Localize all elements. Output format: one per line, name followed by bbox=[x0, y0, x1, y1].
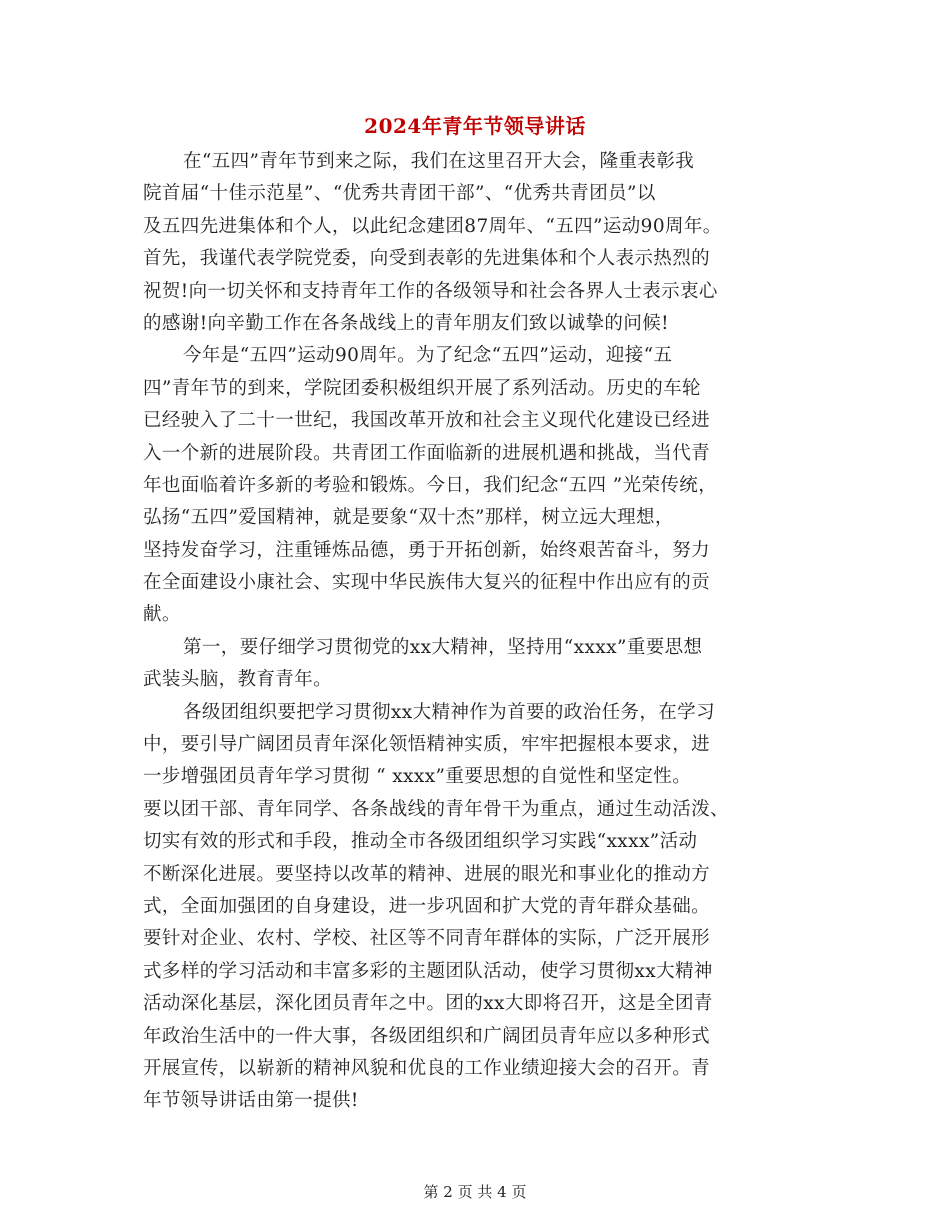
paragraph-line: 年节领导讲话由第一提供! bbox=[143, 1090, 359, 1112]
page-number: 第 2 页 共 4 页 bbox=[423, 1183, 527, 1201]
paragraph-line: 入一个新的进展阶段。共青团工作面临新的进展机遇和挑战，当代青 bbox=[143, 442, 711, 464]
paragraph-line: 年也面临着许多新的考验和锻炼。今日，我们纪念“五四 ”光荣传统， bbox=[143, 474, 718, 496]
paragraph-line: 首先，我谨代表学院党委，向受到表彰的先进集体和个人表示热烈的 bbox=[143, 248, 711, 270]
paragraph-line: 要针对企业、农村、学校、社区等不同青年群体的实际，广泛开展形 bbox=[143, 928, 711, 950]
paragraph-line: 年政治生活中的一件大事，各级团组织和广阔团员青年应以多种形式 bbox=[143, 1025, 711, 1047]
paragraph-line: 要以团干部、青年同学、各条战线的青年骨干为重点，通过生动活泼、 bbox=[143, 798, 729, 820]
paragraph-line: 在全面建设小康社会、实现中华民族伟大复兴的征程中作出应有的贡 bbox=[143, 572, 711, 594]
paragraph-line: 在“五四”青年节到来之际，我们在这里召开大会，隆重表彰我 bbox=[183, 151, 695, 172]
paragraph-line: 中，要引导广阔团员青年深化领悟精神实质，牢牢把握根本要求，进 bbox=[143, 734, 711, 756]
paragraph-line: 一步增强团员青年学习贯彻 “ xxxx”重要思想的自觉性和坚定性。 bbox=[143, 766, 692, 788]
paragraph-line: 坚持发奋学习，注重锤炼品德，勇于开拓创新，始终艰苦奋斗，努力 bbox=[143, 539, 711, 561]
paragraph-line: 祝贺!向一切关怀和支持青年工作的各级领导和社会各界人士表示衷心 bbox=[143, 280, 718, 302]
paragraph-line: 不断深化进展。要坚持以改革的精神、进展的眼光和事业化的推动方 bbox=[143, 863, 711, 885]
paragraph-line: 式，全面加强团的自身建设，进一步巩固和扩大党的青年群众基础。 bbox=[143, 895, 711, 917]
paragraph-line: 式多样的学习活动和丰富多彩的主题团队活动，使学习贯彻xx大精神 bbox=[143, 960, 713, 982]
paragraph-line: 弘扬“五四”爱国精神，就是要象“双十杰”那样，树立远大理想， bbox=[143, 507, 674, 529]
paragraph-line: 武装头脑，教育青年。 bbox=[143, 669, 333, 691]
paragraph-line: 院首届“十佳示范星”、“优秀共青团干部”、“优秀共青团员”以 bbox=[143, 183, 656, 205]
paragraph-line: 及五四先进集体和个人，以此纪念建团87周年、“五四”运动90周年。 bbox=[143, 215, 722, 237]
paragraph-line: 切实有效的形式和手段，推动全市各级团组织学习实践“xxxx”活动 bbox=[143, 831, 698, 853]
paragraph-line: 四”青年节的到来，学院团委积极组织开展了系列活动。历史的车轮 bbox=[143, 377, 701, 399]
paragraph-line: 的感谢!向辛勤工作在各条战线上的青年朋友们致以诚挚的问候! bbox=[143, 312, 669, 334]
paragraph-line: 开展宣传，以崭新的精神风貌和优良的工作业绩迎接大会的召开。青 bbox=[143, 1057, 711, 1079]
document-title: 2024年青年节领导讲话 bbox=[364, 114, 586, 138]
paragraph-line: 今年是“五四”运动90周年。为了纪念“五四”运动，迎接“五 bbox=[183, 345, 673, 367]
paragraph-line: 各级团组织要把学习贯彻xx大精神作为首要的政治任务，在学习 bbox=[183, 701, 715, 723]
paragraph-line: 献。 bbox=[143, 604, 181, 626]
document-body bbox=[143, 146, 843, 1118]
paragraph-line: 已经驶入了二十一世纪，我国改革开放和社会主义现代化建设已经进 bbox=[143, 410, 711, 432]
paragraph-line: 活动深化基层，深化团员青年之中。团的xx大即将召开，这是全团青 bbox=[143, 993, 713, 1015]
paragraph-line: 第一，要仔细学习贯彻党的xx大精神，坚持用“xxxx”重要思想 bbox=[183, 636, 703, 658]
